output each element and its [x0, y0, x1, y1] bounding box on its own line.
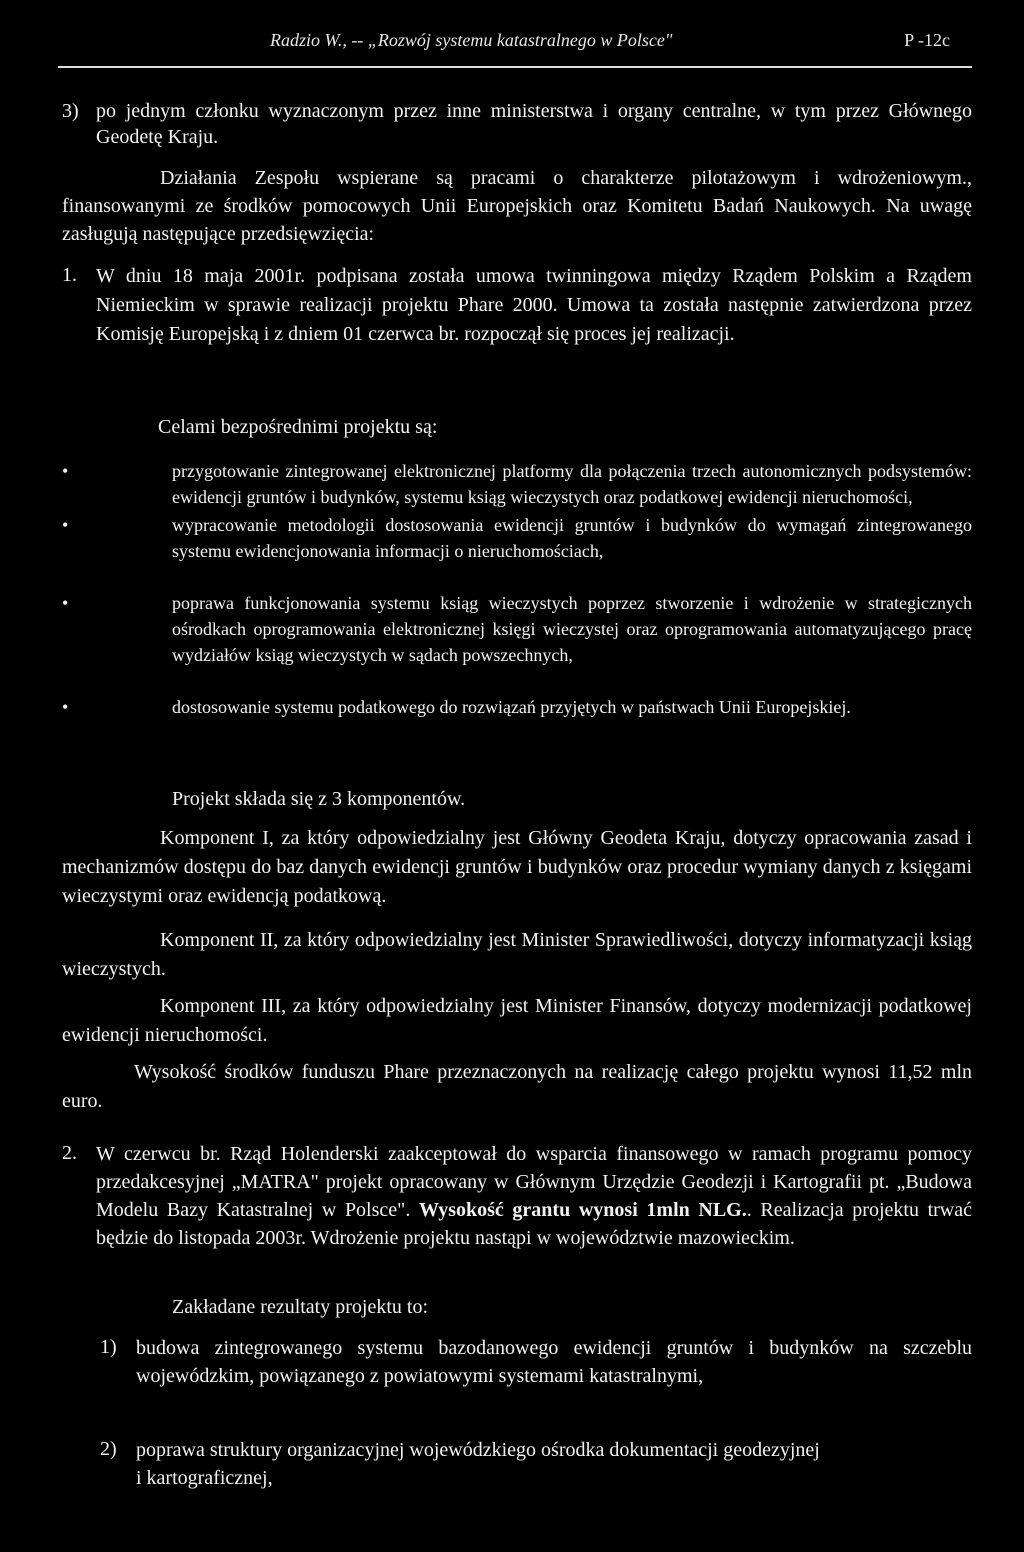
- paragraph-wysokosc: Wysokość środków funduszu Phare przeznaczonych na realizację całego projektu wynosi 11,52 mln euro.: [62, 1061, 972, 1112]
- document-page: Radzio W., -- „Rozwój systemu katastralnego w Polsce" P -12c 3) po jednym członku wyznaczonym przez inne ministerstwa i organy centralne, w tym przez Głównego Geodetę Kraju. Działania Zespołu wspierane są pracami o charakterze pilotażowym i wdrożeniowym., finansowanymi ze środków pomocowych Unii Europejskich oraz Komitetu Badań Naukowych. Na uwagę zasługują następujące przedsięwzięcia: 1. W dniu 18 maja 2001r. podpisana została umowa twinningowa między Rządem Polskim a Rządem Niemieckim w sprawie realizacji projektu Phare 2000. Umowa ta została następnie zatwierdzona przez Komisję Europejską i z dniem 01 czerwca br. rozpoczął się proces jej realizacji. Celami bezpośrednimi projektu są: • przygotowanie zintegrowanej elektronicznej platformy dla połączenia trzech autonomicznych podsystemów: ewidencji gruntów i budynków, systemu ksiąg wieczystych oraz podatkowej ewidencji nieruchomości, • wypracowanie metodologii dostosowania ewidencji gruntów i budynków do wymagań zintegrowanego systemu ewidencjonowania informacji o nieruchomościach, • poprawa funkcjonowania systemu ksiąg wieczystych poprzez stworzenie i wdrożenie w strategicznych ośrodkach oprogramowania elektronicznej księgi wieczystej oraz oprogramowania automatyzującego pracę wydziałów ksiąg wieczystych w sądach powszechnych, • dostosowanie systemu podatkowego do rozwiązań przyjętych w państwach Unii Europejskiej. Projekt składa się z 3 komponentów. Komponent I, za który odpowiedzialny jest Główny Geodeta Kraju, dotyczy opracowania zasad i mechanizmów dostępu do baz danych ewidencji gruntów i budynków oraz procedur wymiany danych z księgami wieczystymi oraz ewidencją podatkową. Komponent II, za który odpowiedzialny jest Minister Sprawiedliwości, dotyczy informatyzacji ksiąg wieczystych. Komponent III, za który odpowiedzialny jest Minister Finansów, dotyczy modernizacji podatkowej ewidencji nieruchomości. Wysokość środków funduszu Phare przeznaczonych na realizację całego projektu wynosi 11,52 mln euro. 2. W czerwcu br. Rząd Holenderski zaakceptował do wsparcia finansowego w ramach programu pomocy przedakcesyjnej „MATRA" projekt opracowany w Głównym Urzędzie Geodezji i Kartografii pt. „Budowa Modelu Bazy Katastralnej w Polsce". Wysokość grantu wynosi 1mln NLG.. Realizacja projektu trwać będzie do listopada 2003r. Wdrożenie projektu nastąpi w województwie mazowieckim. Zakładane rezultaty projektu to: 1) budowa zintegrowanego systemu bazodanowego ewidencji gruntów i budynków na szczeblu wojewódzkim, powiązanego z powiatowymi systemami katastralnymi, 2) poprawa struktury organizacyjnej wojewódzkiego ośrodka dokumentacji geodezyjnej i kartograficznej,: [0, 0, 1024, 1552]
- goals-intro: Celami bezpośrednimi projektu są:: [158, 416, 438, 438]
- results-item: [62, 1436, 972, 1492]
- grant-amount: Wysokość grantu wynosi 1mln NLG.: [418, 1199, 747, 1221]
- bullet-icon: •: [62, 697, 69, 717]
- bullet-icon: •: [62, 593, 69, 613]
- list-item-text: po jednym członku wyznaczonym przez inne ministerstwa i organy centralne, w tym przez Głównego Geodetę Kraju.: [96, 100, 972, 148]
- running-title: Radzio W., -- „Rozwój systemu katastralnego w Polsce": [270, 30, 673, 50]
- results-item: [62, 1334, 972, 1390]
- list-item-text: poprawa struktury organizacyjnej wojewódzkiego ośrodka dokumentacji geodezyjnej i kartograficznej,: [136, 1439, 820, 1489]
- list-number: 1.: [62, 264, 77, 286]
- list-number: 2.: [62, 1142, 77, 1164]
- header-rule: [58, 66, 972, 68]
- list-number: 2): [100, 1438, 117, 1460]
- paragraph-dzialania: Działania Zespołu wspierane są pracami o charakterze pilotażowym i wdrożeniowym., finansowanymi ze środków pomocowych Unii Europejskich oraz Komitetu Badań Naukowych. Na uwagę zasługują następujące przedsięwzięcia:: [62, 167, 972, 245]
- list-item-2: [62, 1140, 972, 1252]
- paragraph-komponent-1: Komponent I, za który odpowiedzialny jest Główny Geodeta Kraju, dotyczy opracowania zasad i mechanizmów dostępu do baz danych ewidencji gruntów i budynków oraz procedur wymiany danych z księgami wieczystymi oraz ewidencją podatkową.: [62, 827, 972, 907]
- paragraph-komponent-2: Komponent II, za który odpowiedzialny jest Minister Sprawiedliwości, dotyczy informatyzacji ksiąg wieczystych.: [62, 929, 972, 980]
- list-item-text: W czerwcu br. Rząd Holenderski zaakceptował do wsparcia finansowego w ramach programu pomocy przedakcesyjnej „MATRA" projekt opracowany w Głównym Urzędzie Geodezji i Kartografii pt. „Budowa Modelu Bazy Katastralnej w Polsce". Wysokość grantu wynosi 1mln NLG.. Realizacja projektu trwać będzie do listopada 2003r. Wdrożenie projektu nastąpi w województwie mazowieckim.: [96, 1143, 972, 1249]
- list-item-text: W dniu 18 maja 2001r. podpisana została umowa twinningowa między Rządem Polskim a Rządem Niemieckim w sprawie realizacji projektu Phare 2000. Umowa ta została następnie zatwierdzona przez Komisję Europejską i z dniem 01 czerwca br. rozpoczął się proces jej realizacji.: [96, 265, 972, 345]
- bullet-icon: •: [62, 515, 69, 535]
- bullet-icon: •: [62, 461, 69, 481]
- list-number: 1): [100, 1336, 117, 1358]
- results-intro: Zakładane rezultaty projektu to:: [172, 1296, 429, 1318]
- paragraph-komponent-3: Komponent III, za który odpowiedzialny jest Minister Finansów, dotyczy modernizacji podatkowej ewidencji nieruchomości.: [62, 995, 972, 1046]
- list-item-1: [62, 262, 972, 349]
- list-number: 3): [62, 100, 79, 122]
- list-item-text: budowa zintegrowanego systemu bazodanowego ewidencji gruntów i budynków na szczeblu wojewódzkim, powiązanego z powiatowymi systemami katastralnymi,: [136, 1337, 972, 1387]
- page-number: P -12c: [904, 30, 950, 50]
- components-intro: Projekt składa się z 3 komponentów.: [172, 788, 466, 810]
- running-header: [270, 30, 950, 51]
